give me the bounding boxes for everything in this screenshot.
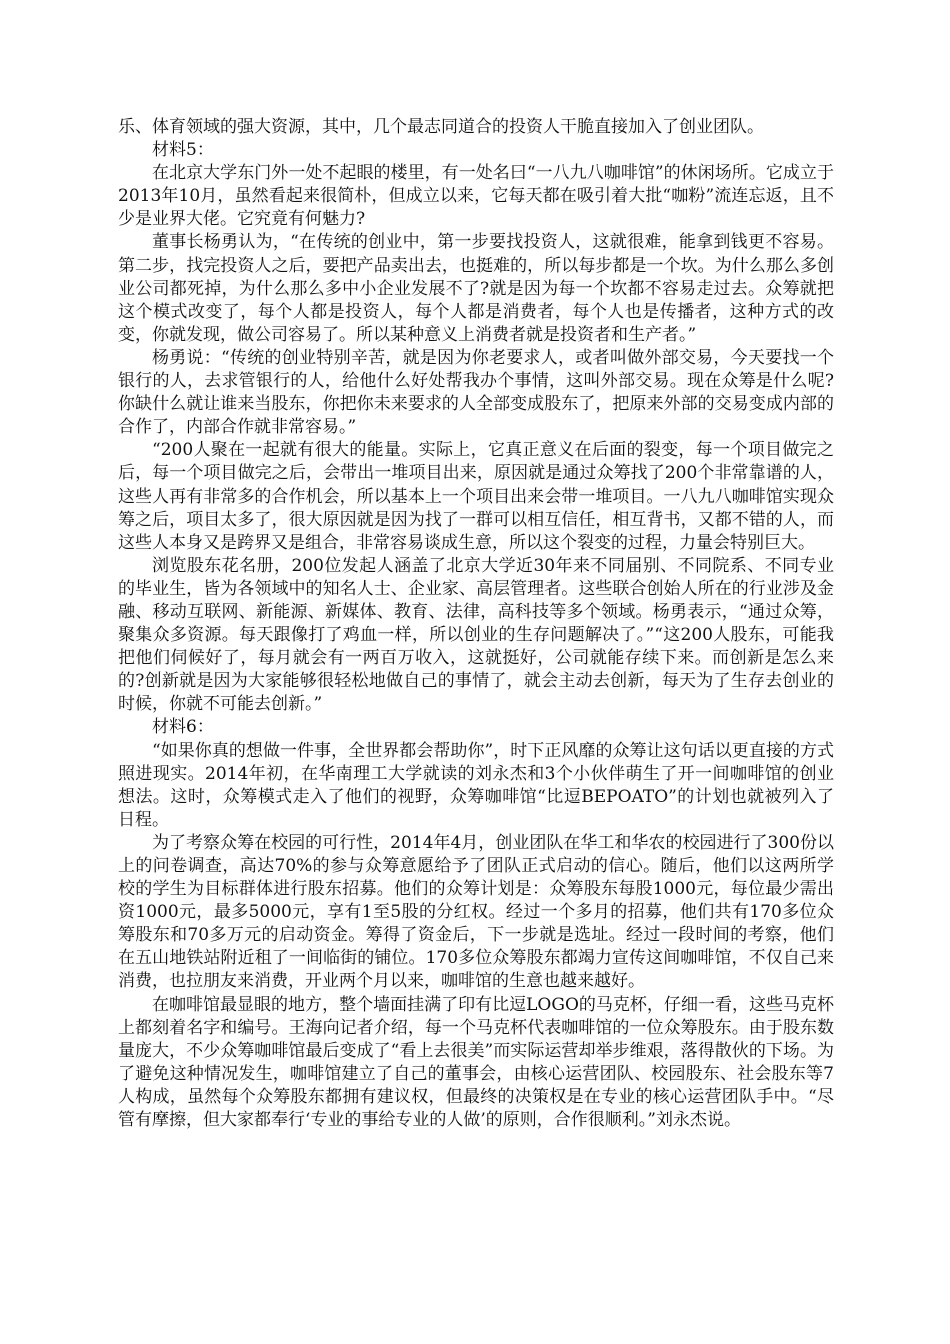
paragraph: 杨勇说：“传统的创业特别辛苦，就是因为你老要求人，或者叫做外部交易，今天要找一个银行的人，去求管银行的人，给他什么好处帮我办个事情，这叫外部交易。现在众筹是什么呢?你缺什么就让谁来当股东，你把你未来要求的人全部变成股东了，把原来外部的交易变成内部的合作了，内部合作就非常容易。” (118, 347, 834, 438)
material-5-heading: 材料5： (152, 140, 214, 161)
material-6-heading: 材料6： (152, 717, 214, 738)
paragraph: 为了考察众筹在校园的可行性，2014年4月，创业团队在华工和华农的校园进行了300份以上的问卷调查，高达70%的参与众筹意愿给予了团队正式启动的信心。随后，他们以这两所学校的学生为目标群体进行股东招募。他们的众筹计划是：众筹股东每股1000元，每位最少需出资1000元，最多5000元，享有1至5股的分红权。经过一个多月的招募，他们共有170多位众筹股东和70多万元的启动资金。筹得了资金后，下一步就是选址。经过一段时间的考察，他们在五山地铁站附近租了一间临街的铺位。170多位众筹股东都竭力宣传这间咖啡馆，不仅自己来消费，也拉朋友来消费，开业两个月以来，咖啡馆的生意也越来越好。 (118, 832, 834, 992)
paragraph-continued: 乐、体育领域的强大资源，其中，几个最志同道合的投资人干脆直接加入了创业团队。 (118, 117, 764, 137)
document-body (118, 116, 834, 1132)
paragraph: 董事长杨勇认为，“在传统的创业中，第一步要找投资人，这就很难，能拿到钱更不容易。第二步，找完投资人之后，要把产品卖出去，也挺难的，所以每步都是一个坎。为什么那么多创业公司都死掉，为什么那么多中小企业发展不了?就是因为每一个坎都不容易走过去。众筹就把这个模式改变了，每个人都是投资人，每个人都是消费者，每个人也是传播者，这种方式的改变，你就发现，做公司容易了。所以某种意义上消费者就是投资者和生产者。” (118, 232, 834, 345)
paragraph: 在咖啡馆最显眼的地方，整个墙面挂满了印有比逗LOGO的马克杯，仔细一看，这些马克杯上都刻着名字和编号。王海向记者介绍，每一个马克杯代表咖啡馆的一位众筹股东。由于股东数量庞大，不少众筹咖啡馆最后变成了“看上去很美”而实际运营却举步维艰，落得散伙的下场。为了避免这种情况发生，咖啡馆建立了自己的董事会，由核心运营团队、校园股东、社会股东等7人构成，虽然每个众筹股东都拥有建议权，但最终的决策权是在专业的核心运营团队手中。“尽管有摩擦，但大家都奉行‘专业的事给专业的人做’的原则，合作很顺利。”刘永杰说。 (118, 994, 834, 1131)
paragraph: 浏览股东花名册，200位发起人涵盖了北京大学近30年来不同届别、不同院系、不同专业的毕业生，皆为各领域中的知名人士、企业家、高层管理者。这些联合创始人所在的行业涉及金融、移动互联网、新能源、新媒体、教育、法律，高科技等多个领域。杨勇表示，“通过众筹，聚集众多资源。每天跟像打了鸡血一样，所以创业的生存问题解决了。”“这200人股东，可能我把他们伺候好了，每月就会有一两百万收入，这就挺好，公司就能存续下来。而创新是怎么来的?创新就是因为大家能够很轻松地做自己的事情了，就会主动去创新，每天为了生存去创业的时候，你就不可能去创新。” (118, 555, 834, 715)
paragraph: 在北京大学东门外一处不起眼的楼里，有一处名曰“一八九八咖啡馆”的休闲场所。它成立于2013年10月，虽然看起来很简朴，但成立以来，它每天都在吸引着大批“咖粉”流连忘返，且不少是业界大佬。它究竟有何魅力? (118, 163, 834, 230)
paragraph: “如果你真的想做一件事，全世界都会帮助你”，时下正风靡的众筹让这句话以更直接的方式照进现实。2014年初，在华南理工大学就读的刘永杰和3个小伙伴萌生了开一间咖啡馆的创业想法。这时，众筹模式走入了他们的视野，众筹咖啡馆“比逗BEPOATO”的计划也就被列入了日程。 (118, 740, 834, 830)
paragraph: “200人聚在一起就有很大的能量。实际上，它真正意义在后面的裂变，每一个项目做完之后，每一个项目做完之后，会带出一堆项目出来，原因就是通过众筹找了200个非常靠谱的人，这些人再有非常多的合作机会，所以基本上一个项目出来会带一堆项目。一八九八咖啡馆实现众筹之后，项目太多了，很大原因就是因为找了一群可以相互信任，相互背书，又都不错的人，而这些人本身又是跨界又是组合，非常容易谈成生意，所以这个裂变的过程，力量会特别巨大。 (118, 440, 834, 553)
